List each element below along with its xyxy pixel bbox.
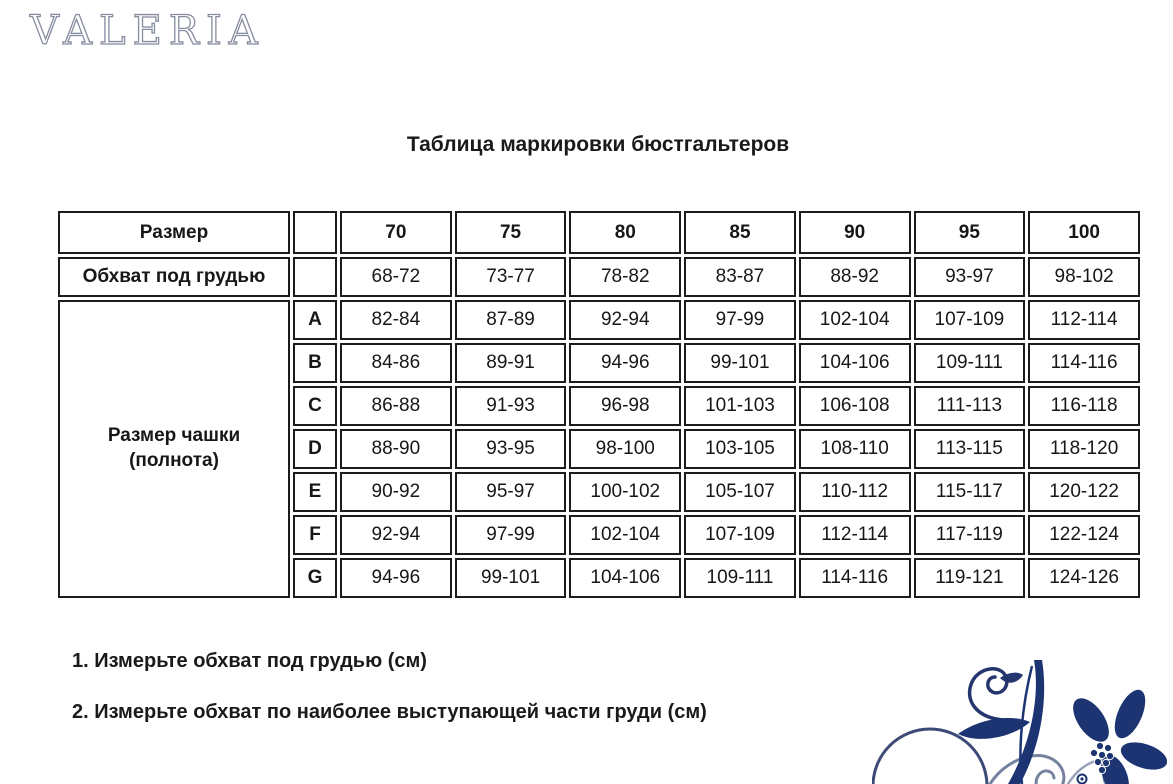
cup-value: 92-94 — [340, 515, 452, 555]
cup-value: 108-110 — [799, 429, 911, 469]
col-header-90: 90 — [799, 211, 911, 254]
cup-value: 111-113 — [914, 386, 1026, 426]
cup-value: 104-106 — [569, 558, 681, 598]
cup-letter-C: C — [293, 386, 337, 426]
underbust-value: 73-77 — [455, 257, 567, 297]
cup-value: 82-84 — [340, 300, 452, 340]
cup-row-A — [58, 300, 1140, 340]
cup-value: 115-117 — [914, 472, 1026, 512]
cup-value: 103-105 — [684, 429, 796, 469]
cup-value: 112-114 — [799, 515, 911, 555]
cup-letter-E: E — [293, 472, 337, 512]
cup-value: 99-101 — [455, 558, 567, 598]
cup-value: 93-95 — [455, 429, 567, 469]
cup-value: 112-114 — [1028, 300, 1140, 340]
cup-value: 86-88 — [340, 386, 452, 426]
cup-value: 124-126 — [1028, 558, 1140, 598]
brand-logo: VALERIA — [30, 8, 265, 54]
cup-letter-B: B — [293, 343, 337, 383]
spacer-cell — [293, 257, 337, 297]
instruction-step-2: 2. Измерьте обхват по наиболее выступающей части груди (см) — [72, 701, 707, 723]
cup-value: 94-96 — [340, 558, 452, 598]
cup-value: 118-120 — [1028, 429, 1140, 469]
col-header-70: 70 — [340, 211, 452, 254]
cup-value: 107-109 — [684, 515, 796, 555]
table-container — [55, 208, 1143, 601]
cup-letter-F: F — [293, 515, 337, 555]
cup-value: 100-102 — [569, 472, 681, 512]
cup-value: 104-106 — [799, 343, 911, 383]
col-header-95: 95 — [914, 211, 1026, 254]
col-header-100: 100 — [1028, 211, 1140, 254]
ornament-leaf-icon — [958, 718, 1030, 739]
cup-value: 101-103 — [684, 386, 796, 426]
cup-value: 110-112 — [799, 472, 911, 512]
cup-value: 120-122 — [1028, 472, 1140, 512]
cup-letter-D: D — [293, 429, 337, 469]
row-label-underbust: Обхват под грудью — [58, 257, 290, 297]
page-title: Таблица маркировки бюстгальтеров — [406, 133, 790, 156]
underbust-value: 68-72 — [340, 257, 452, 297]
row-label-size: Размер — [58, 211, 290, 254]
cup-value: 96-98 — [569, 386, 681, 426]
cup-value: 90-92 — [340, 472, 452, 512]
cup-value: 97-99 — [455, 515, 567, 555]
cup-value: 109-111 — [914, 343, 1026, 383]
col-header-75: 75 — [455, 211, 567, 254]
spacer-cell — [293, 211, 337, 254]
cup-value: 89-91 — [455, 343, 567, 383]
cup-value: 102-104 — [799, 300, 911, 340]
cup-value: 92-94 — [569, 300, 681, 340]
cup-value: 84-86 — [340, 343, 452, 383]
cup-value: 114-116 — [799, 558, 911, 598]
floral-ornament-graphic — [872, 658, 1167, 784]
cup-value: 97-99 — [684, 300, 796, 340]
col-header-85: 85 — [684, 211, 796, 254]
cup-value: 99-101 — [684, 343, 796, 383]
bra-size-table — [55, 208, 1143, 601]
underbust-value: 78-82 — [569, 257, 681, 297]
cup-value: 114-116 — [1028, 343, 1140, 383]
cup-value: 98-100 — [569, 429, 681, 469]
underbust-value: 83-87 — [684, 257, 796, 297]
row-label-cup-size: Размер чашки (полнота) — [58, 300, 290, 598]
cup-value: 94-96 — [569, 343, 681, 383]
size-header-row — [58, 211, 1140, 254]
cup-value: 116-118 — [1028, 386, 1140, 426]
cup-value: 106-108 — [799, 386, 911, 426]
ornament-curl-icon — [970, 669, 1007, 720]
underbust-value: 93-97 — [914, 257, 1026, 297]
cup-value: 88-90 — [340, 429, 452, 469]
underbust-value: 98-102 — [1028, 257, 1140, 297]
cup-value: 107-109 — [914, 300, 1026, 340]
underbust-value: 88-92 — [799, 257, 911, 297]
cup-value: 95-97 — [455, 472, 567, 512]
cup-value: 109-111 — [684, 558, 796, 598]
cup-value: 117-119 — [914, 515, 1026, 555]
cup-value: 105-107 — [684, 472, 796, 512]
cup-value: 119-121 — [914, 558, 1026, 598]
ornament-dot-center-icon — [1080, 777, 1083, 780]
underbust-row — [58, 257, 1140, 297]
instruction-step-1: 1. Измерьте обхват под грудью (см) — [72, 650, 427, 672]
cup-value: 91-93 — [455, 386, 567, 426]
cup-value: 102-104 — [569, 515, 681, 555]
cup-value: 113-115 — [914, 429, 1026, 469]
cup-letter-A: A — [293, 300, 337, 340]
cup-letter-G: G — [293, 558, 337, 598]
col-header-80: 80 — [569, 211, 681, 254]
cup-value: 87-89 — [455, 300, 567, 340]
cup-value: 122-124 — [1028, 515, 1140, 555]
measurement-instructions — [72, 650, 707, 752]
